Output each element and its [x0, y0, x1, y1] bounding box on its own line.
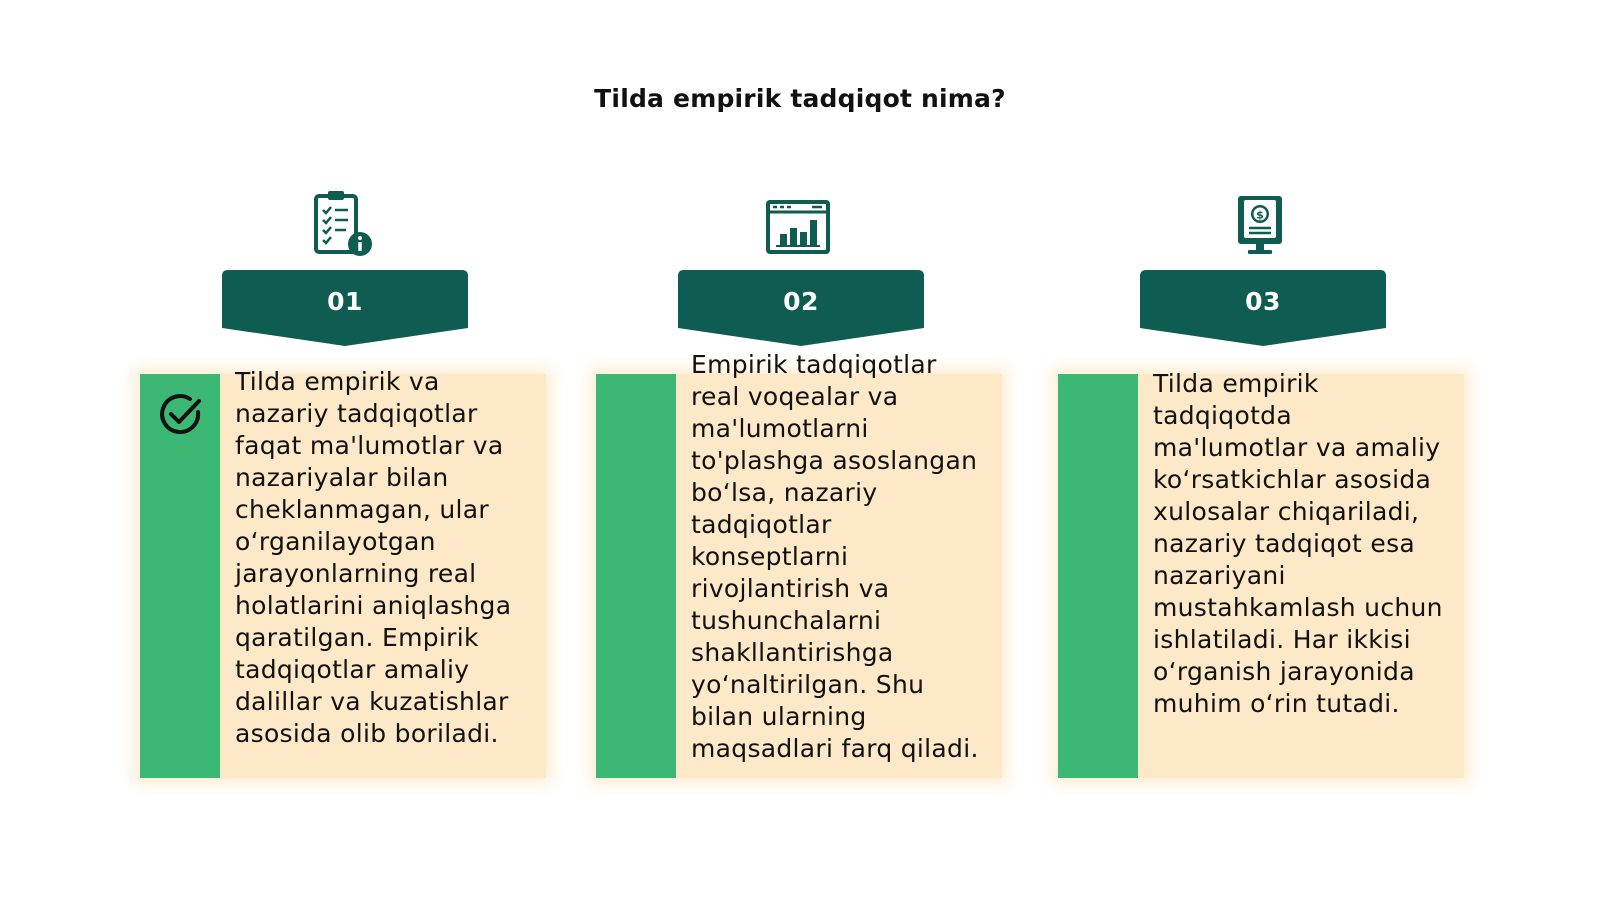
step-column-2 [596, 180, 1016, 820]
card-accent-bar [596, 374, 676, 778]
svg-text:$: $ [1256, 208, 1264, 222]
step-number-badge [678, 270, 924, 358]
page-title: Tilda empirik tadqiqot nima? [594, 84, 1006, 113]
step-description: Tilda empirik va nazariy tadqiqotlar faqat ma'lumotlar va nazariyalar bilan cheklanmagan, ular o‘rganilayotgan jarayonlarning real holatlarini aniqlashga qaratilgan. Empirik tadqiqotlar amaliy dalillar va kuzatishlar asosida olib boriladi. [235, 367, 512, 748]
step-number: 01 [327, 287, 363, 316]
step-card [1058, 369, 1464, 778]
step-number: 02 [783, 287, 819, 316]
clipboard-checklist-info-icon [306, 188, 378, 260]
step-description: Empirik tadqiqotlar real voqealar va ma'lumotlarni to'plashga asoslangan bo‘lsa, nazariy tadqiqotlar konseptlarni rivojlantirish va tushunchalarni shakllantirishga yo‘naltirilgan. Shu bilan ularning maqsadlari farq qiladi. [691, 350, 979, 763]
dollar-document-monitor-icon [1224, 188, 1296, 260]
step-description: Tilda empirik tadqiqotda ma'lumotlar va amaliy ko‘rsatkichlar asosida xulosalar chiqariladi, nazariy tadqiqot esa nazariyani mustahkamlash uchun ishlatiladi. Har ikkisi o‘rganish jarayonida muhim o‘rin tutadi. [1153, 369, 1443, 718]
card-accent-bar [140, 374, 220, 778]
step-column-3 [1058, 180, 1478, 820]
step-card [596, 350, 1002, 778]
step-number: 03 [1245, 287, 1281, 316]
step-number-badge [1140, 270, 1386, 358]
step-column-1 [140, 180, 560, 820]
step-card [140, 367, 546, 778]
card-accent-bar [1058, 374, 1138, 778]
step-number-badge [222, 270, 468, 358]
check-circle-icon [158, 392, 204, 438]
bar-chart-window-icon [762, 188, 834, 260]
